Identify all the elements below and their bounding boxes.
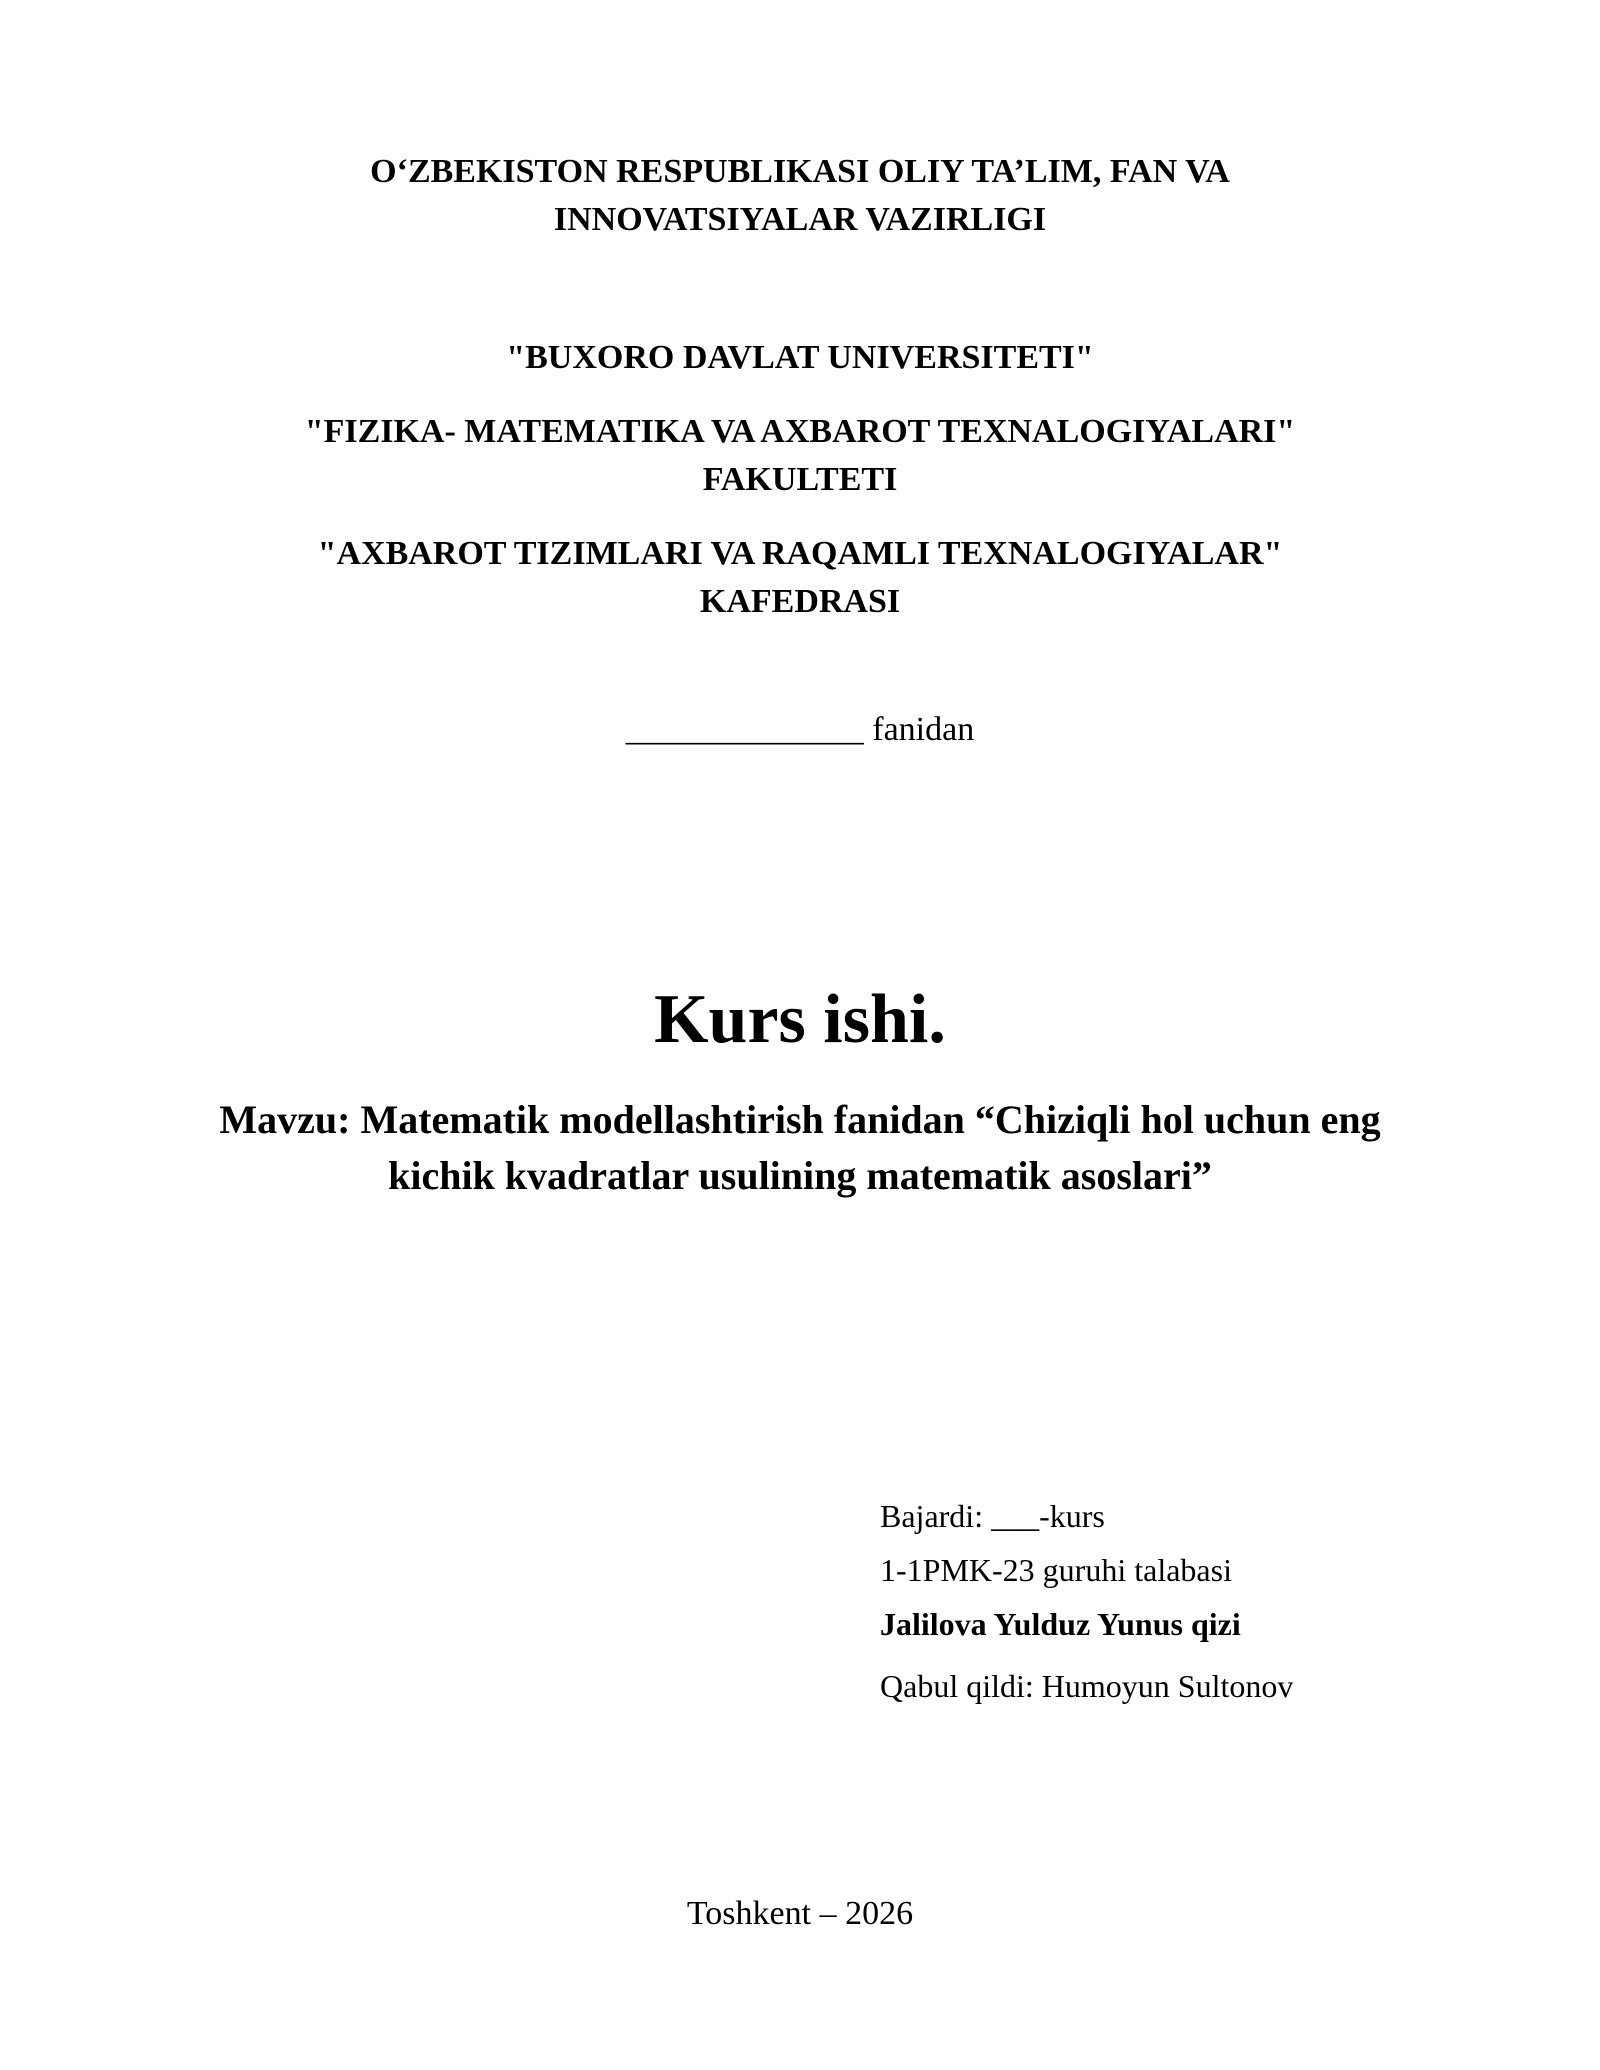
- faculty-line-2: FAKULTETI: [702, 461, 898, 498]
- performer-block: [880, 1496, 1560, 1706]
- topic-line-2: kichik kvadratlar usulining matematik asoslari”: [388, 1153, 1212, 1198]
- faculty-line-1: "FIZIKA- MATEMATIKA VA AXBAROT TEXNALOGIYALARI": [304, 413, 1296, 450]
- performer-name: Jalilova Yulduz Yunus qizi: [880, 1606, 1241, 1642]
- department-line-2: KAFEDRASI: [699, 583, 901, 620]
- performer-course: Bajardi: ___-kurs: [880, 1498, 1105, 1534]
- subject-block: [0, 706, 1600, 754]
- footer-block: [0, 1890, 1600, 1938]
- subject-line: ______________ fanidan: [625, 711, 975, 748]
- university-header: [0, 334, 1600, 382]
- department-header: [0, 530, 1600, 626]
- reviewer: Qabul qildi: Humoyun Sultonov: [880, 1668, 1294, 1704]
- document-title: Kurs ishi.: [654, 981, 946, 1058]
- faculty-header: [0, 408, 1600, 504]
- topic-line-1: Mavzu: Matematik modellashtirish fanidan “Chiziqli hol uchun eng: [219, 1097, 1381, 1142]
- ministry-header: [0, 148, 1600, 244]
- department-line-1: "AXBAROT TIZIMLARI VA RAQAMLI TEXNALOGIYALAR": [317, 535, 1283, 572]
- ministry-line-1: O‘ZBEKISTON RESPUBLIKASI OLIY TA’LIM, FAN VA: [370, 153, 1230, 190]
- topic-block: [0, 1092, 1600, 1204]
- city-year: Toshkent – 2026: [686, 1895, 914, 1932]
- university-name: "BUXORO DAVLAT UNIVERSITETI": [506, 339, 1094, 376]
- ministry-line-2: INNOVATSIYALAR VAZIRLIGI: [553, 201, 1047, 238]
- performer-group: 1-1PMK-23 guruhi talabasi: [880, 1552, 1232, 1588]
- title-block: [0, 980, 1600, 1060]
